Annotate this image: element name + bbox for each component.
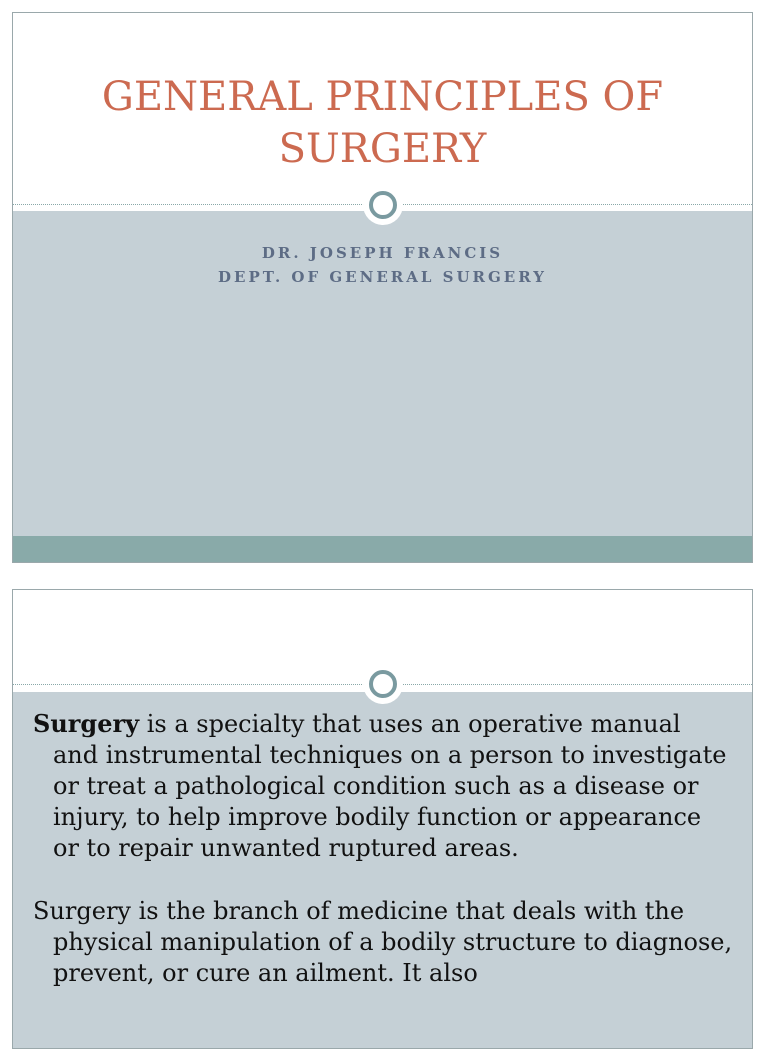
circle-ornament-icon (363, 185, 403, 225)
paragraph-branch: Surgery is the branch of medicine that deals with the physical manipulation of a bodily structure to diagnose, prevent, or cure an ailment. It also (33, 897, 733, 987)
title-line-2: SURGERY (278, 126, 487, 172)
paragraph-definition (33, 708, 733, 864)
accent-bar (13, 536, 752, 562)
slide-body (33, 708, 733, 1021)
definition-text: is a specialty that uses an operative manual and instrumental techniques on a person to investigate or treat a pathological condition such as a disease or injury, to help improve bodily function or appearance or to repair unwanted ruptured areas. (53, 710, 727, 862)
title-line-1: GENERAL PRINCIPLES OF (101, 74, 664, 120)
author-name: DR. JOSEPH FRANCIS (261, 244, 504, 262)
slide-title (13, 71, 752, 175)
title-slide (12, 12, 753, 563)
content-slide (12, 589, 753, 1049)
circle-ornament-icon (363, 664, 403, 704)
term-surgery: Surgery (33, 709, 140, 738)
author-department: DEPT. OF GENERAL SURGERY (218, 268, 547, 286)
slide-subtitle (13, 241, 752, 289)
